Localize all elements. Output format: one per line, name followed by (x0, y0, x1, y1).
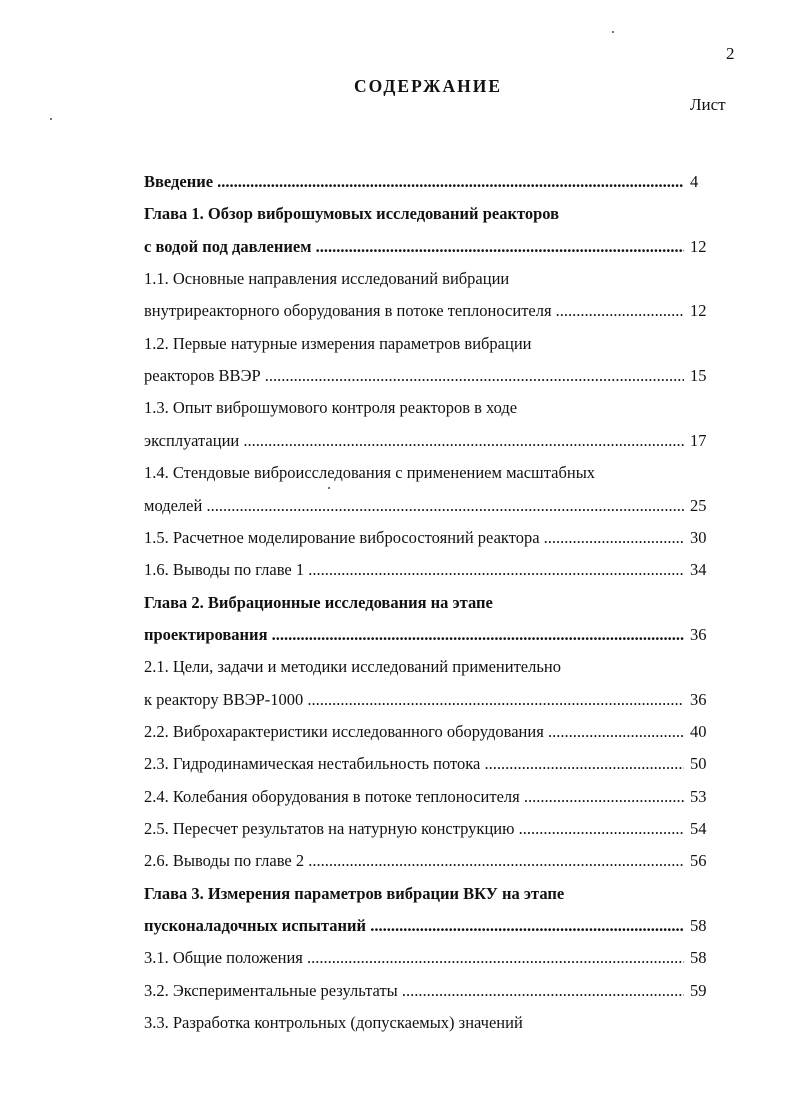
toc-entry-text: 2.6. Выводы по главе 2 ..... (144, 851, 684, 870)
toc-heading (144, 235, 684, 259)
toc-page-number: 36 (690, 690, 707, 709)
toc-entry-text: Глава 3. Измерения параметров вибрации ВКУ на этапе (144, 884, 565, 903)
toc-entry-text: 1.4. Стендовые виброисследования с применением масштабных (144, 463, 596, 482)
toc-entry (144, 1011, 684, 1035)
toc-entry-text: моделей ..... (144, 496, 684, 515)
toc-page-number: 40 (690, 722, 707, 741)
toc-entry (144, 655, 684, 679)
toc-entry (144, 299, 684, 323)
toc-entry (144, 785, 684, 809)
toc-entry (144, 688, 684, 712)
toc-page-number: 25 (690, 496, 707, 515)
toc-entry-text: проектирования ..... (144, 625, 684, 644)
toc-entry (144, 720, 684, 744)
toc-entry (144, 494, 684, 518)
toc-page-number: 4 (690, 172, 699, 191)
toc-entry-text: 2.1. Цели, задачи и методики исследований применительно (144, 657, 561, 676)
toc-page-number: 12 (690, 301, 707, 320)
toc-heading (144, 914, 684, 938)
toc-page-number: 15 (690, 366, 707, 385)
toc-entry-text: 2.2. Виброхарактеристики исследованного оборудования ..... (144, 722, 684, 741)
toc-entry (144, 946, 684, 970)
toc-entry (144, 817, 684, 841)
toc-entry-text: 2.4. Колебания оборудования в потоке теплоносителя ..... (144, 787, 684, 806)
toc-entry (144, 332, 684, 356)
toc-entry-text: к реактору ВВЭР-1000 ..... (144, 690, 684, 709)
toc-heading (144, 591, 684, 615)
toc-entry-text: 1.6. Выводы по главе 1 ..... (144, 560, 684, 579)
toc-heading (144, 882, 684, 906)
toc-page-number: 58 (690, 948, 707, 967)
toc-entry (144, 979, 684, 1003)
toc-page-number: 54 (690, 819, 707, 838)
toc-entry-text: Глава 1. Обзор виброшумовых исследований реакторов (144, 204, 560, 223)
page-number: 2 (726, 44, 735, 63)
toc-page-number: 12 (690, 237, 707, 256)
toc-entry-text: реакторов ВВЭР ..... (144, 366, 684, 385)
toc-entry-text: эксплуатации ..... (144, 431, 684, 450)
scan-speck (50, 118, 52, 120)
toc-entry-text: Глава 2. Вибрационные исследования на этапе (144, 593, 493, 612)
toc-page-number: 30 (690, 528, 707, 547)
toc-entry (144, 461, 684, 485)
toc-entry-text: 1.1. Основные направления исследований вибрации (144, 269, 510, 288)
toc-entry (144, 558, 684, 582)
toc-entry-text: 1.3. Опыт виброшумового контроля реакторов в ходе (144, 398, 518, 417)
toc-entry-text: 1.5. Расчетное моделирование вибросостояний реактора ..... (144, 528, 684, 547)
toc-entry-text: 3.2. Экспериментальные результаты ..... (144, 981, 684, 1000)
toc-entry (144, 364, 684, 388)
toc-entry-text: внутриреакторного оборудования в потоке теплоносителя ..... (144, 301, 684, 320)
toc-page-number: 17 (690, 431, 707, 450)
toc-heading (144, 623, 684, 647)
toc-entry-text: 2.3. Гидродинамическая нестабильность потока ..... (144, 754, 684, 773)
toc-entry-text: Введение ..... (144, 172, 684, 191)
toc-page-number: 36 (690, 625, 707, 644)
toc-entry (144, 752, 684, 776)
toc-entry-text: 1.2. Первые натурные измерения параметров вибрации (144, 334, 532, 353)
toc-entry (144, 849, 684, 873)
toc-entry-text: 2.5. Пересчет результатов на натурную конструкцию ..... (144, 819, 684, 838)
sheet-column-label: Лист (690, 95, 726, 114)
toc-page-number: 34 (690, 560, 707, 579)
toc-entry (144, 396, 684, 420)
toc-entry-text: пусконаладочных испытаний ..... (144, 916, 684, 935)
scan-speck (612, 31, 614, 33)
toc-heading (144, 170, 684, 194)
toc-page-number: 56 (690, 851, 707, 870)
toc-entry-text: с водой под давлением ..... (144, 237, 684, 256)
toc-page-number: 59 (690, 981, 707, 1000)
toc-entry (144, 267, 684, 291)
toc-page-number: 53 (690, 787, 707, 806)
scan-speck (328, 487, 330, 489)
toc-page-number: 58 (690, 916, 707, 935)
toc-entry-text: 3.1. Общие положения ..... (144, 948, 684, 967)
toc-entry (144, 429, 684, 453)
page-title: СОДЕРЖАНИЕ (354, 76, 503, 96)
toc-heading (144, 202, 684, 226)
toc-page-number: 50 (690, 754, 707, 773)
toc-entry (144, 526, 684, 550)
toc-entry-text: 3.3. Разработка контрольных (допускаемых) значений (144, 1013, 523, 1032)
